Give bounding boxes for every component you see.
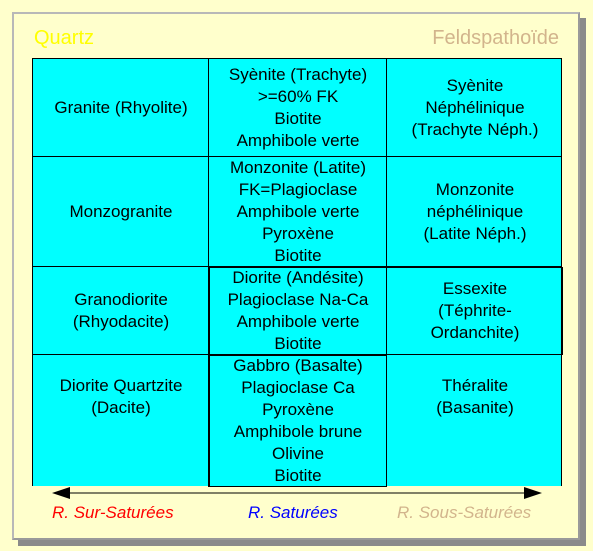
- cell-text: Monzonite (Latite): [229, 158, 367, 177]
- cell-text: (Téphrite-: [438, 301, 512, 320]
- cell-text: Amphibole brune: [233, 422, 363, 441]
- cell-text: Amphibole verte: [236, 312, 360, 331]
- cell-text: Ordanchite): [430, 323, 520, 342]
- cell-text: Granodiorite: [74, 290, 168, 309]
- cell-text: (Trachyte Néph.): [411, 120, 539, 139]
- cell-row2-left: [33, 157, 209, 267]
- cell-row1-right: [387, 59, 563, 157]
- rock-classification-grid: [32, 58, 562, 486]
- cell-text: >=60% FK: [257, 87, 339, 106]
- cell-text: Plagioclase Ca: [241, 378, 355, 397]
- cell-row3-left: [33, 267, 209, 355]
- cell-text: Diorite Quartzite: [59, 376, 183, 395]
- cell-row1-middle: [209, 59, 387, 157]
- feldspathoide-label: Feldspathoïde: [432, 27, 559, 49]
- cell-text: Amphibole verte: [236, 131, 360, 150]
- middle-column-box: [209, 355, 387, 487]
- cell-row4-left: [33, 355, 209, 487]
- cell-text: Gabbro (Basalte): [233, 356, 363, 375]
- cell-row2-right: [387, 157, 563, 267]
- cell-text: Plagioclase Na-Ca: [227, 290, 369, 309]
- cell-text: Théralite: [441, 376, 509, 395]
- cell-text: Essexite: [442, 279, 508, 298]
- cell-text: Monzogranite: [69, 202, 173, 221]
- cell-text: Biotite: [274, 246, 322, 265]
- cell-text: (Basanite): [436, 398, 514, 417]
- quartz-label: Quartz: [34, 27, 95, 49]
- saturation-arrow: [52, 483, 542, 503]
- cell-text: Syènite (Trachyte): [228, 65, 368, 84]
- cell-text: Biotite: [274, 466, 322, 485]
- cell-text: (Rhyodacite): [72, 312, 170, 331]
- cell-row2-middle: [209, 157, 387, 267]
- row-divider: [33, 156, 561, 157]
- cell-text: Monzonite: [435, 180, 515, 199]
- cell-text: Diorite (Andésite): [232, 268, 364, 287]
- cell-text: FK=Plagioclase: [238, 180, 358, 199]
- cell-text: Biotite: [274, 109, 322, 128]
- cell-text: Biotite: [274, 334, 322, 353]
- cell-text: (Dacite): [91, 398, 151, 417]
- middle-column-box: [209, 267, 563, 355]
- cell-text: néphélinique: [426, 202, 524, 221]
- cell-text: Néphélinique: [425, 98, 525, 117]
- saturees-label: R. Saturées: [248, 503, 338, 522]
- cell-text: Olivine: [272, 444, 324, 463]
- cell-text: Pyroxène: [262, 224, 334, 243]
- cell-row4-right: [387, 355, 563, 487]
- cell-text: Granite (Rhyolite): [54, 98, 188, 117]
- cell-text: (Latite Néph.): [423, 224, 527, 243]
- cell-row1-left: [33, 59, 209, 157]
- cell-text: Pyroxène: [262, 400, 334, 419]
- cell-text: Syènite: [446, 76, 504, 95]
- sous-saturees-label: R. Sous-Saturées: [397, 503, 532, 522]
- sur-saturees-label: R. Sur-Saturées: [52, 503, 174, 522]
- cell-text: Amphibole verte: [236, 202, 360, 221]
